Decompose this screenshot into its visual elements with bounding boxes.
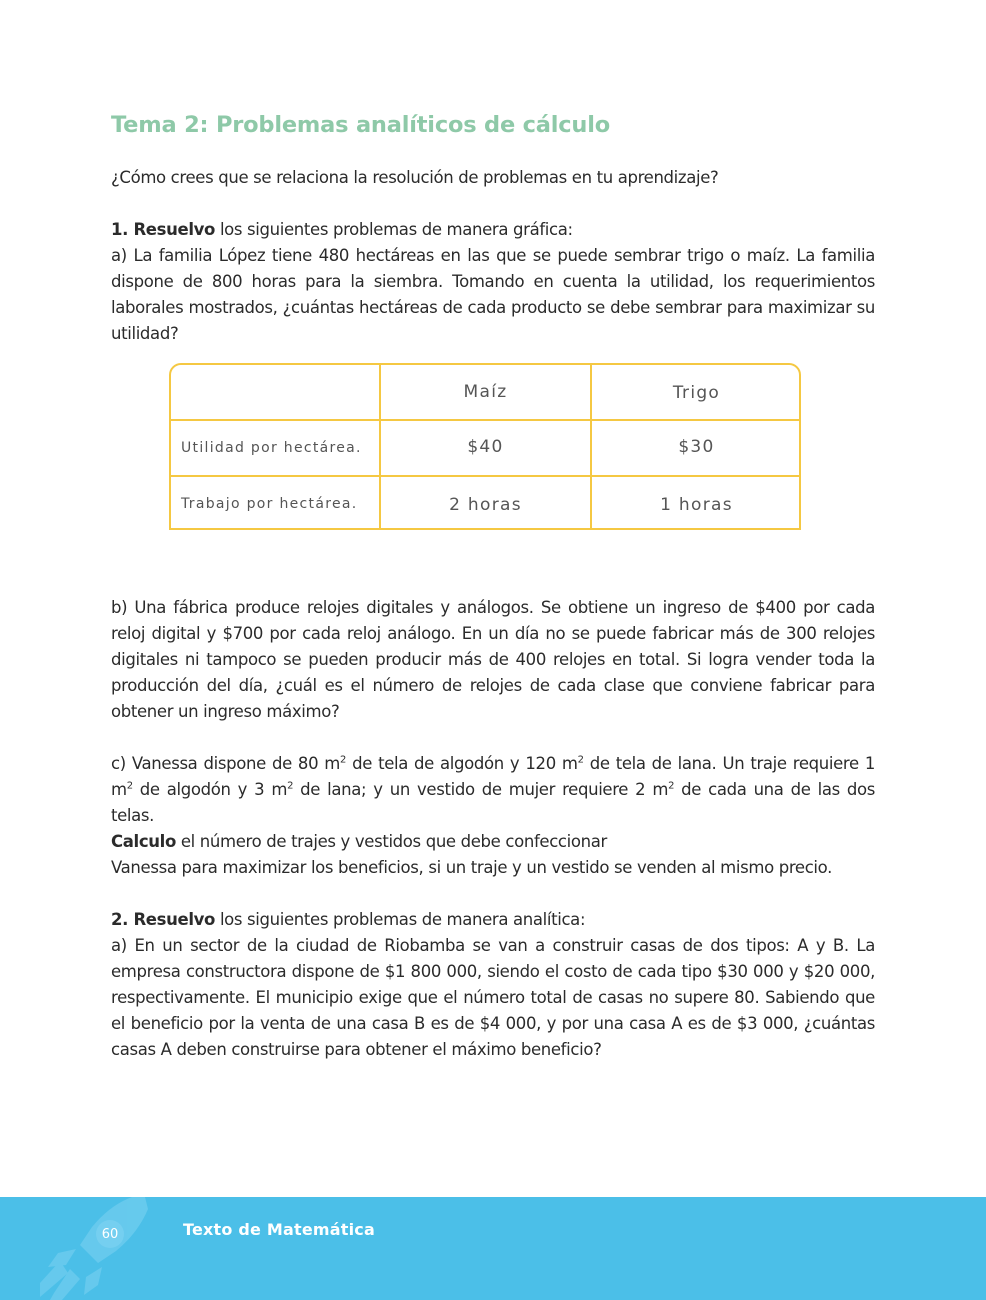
- section1-lead-rest: los siguientes problemas de manera gráfica:: [215, 220, 573, 239]
- table-row-label-trabajo: Trabajo por hectárea.: [181, 495, 358, 512]
- rocket-icon: [40, 1197, 170, 1300]
- table-cell-utilidad-maiz: $40: [467, 437, 504, 457]
- table-header-maiz: Maíz: [463, 382, 508, 402]
- problem-2a: a) En un sector de la ciudad de Riobamba se van a construir casas de dos tipos: A y B. La empresa constructora dispone de $1 800 000, siendo el costo de cada tipo $30 000 y $20 000, respectivamente. El municipio exige que el número total de casas no supere 80. Sabiendo que el beneficio por la venta de una casa B es de $4 000, y por una casa A es de $3 000, ¿cuántas casas A deben construirse para obtener el máximo beneficio?: [111, 936, 875, 1059]
- calculo-line1: Calculo el número de trajes y vestidos que debe confeccionar: [111, 832, 607, 851]
- table-row-label-utilidad: Utilidad por hectárea.: [181, 440, 362, 456]
- intro-question: ¿Cómo crees que se relaciona la resolución de problemas en tu aprendizaje?: [111, 168, 719, 187]
- calculo-bold: Calculo: [111, 832, 176, 851]
- page-footer: [0, 1197, 986, 1300]
- section2-lead-bold: 2. Resuelvo: [111, 910, 216, 929]
- table-cell-trabajo-trigo: 1 horas: [660, 494, 733, 515]
- section2-lead: [111, 907, 875, 933]
- page-title: Tema 2: Problemas analíticos de cálculo: [111, 112, 610, 138]
- calculo-line2: Vanessa para maximizar los beneficios, si un traje y un vestido se venden al mismo precio.: [111, 858, 833, 877]
- problem-1a: a) La familia López tiene 480 hectáreas en las que se puede sembrar trigo o maíz. La familia dispone de 800 horas para la siembra. Tomando en cuenta la utilidad, los requerimientos laborales mostrados, ¿cuántas hectáreas de cada producto se debe sembrar para maximizar su utilidad?: [111, 246, 875, 343]
- table-cell-trabajo-maiz: 2 horas: [449, 494, 522, 515]
- problem-1c: c) Vanessa dispone de 80 $m^2$ de tela de algodón y 120 $m^2$ de tela de lana. Un traje requiere 1 $m^2$ de algodón y 3 $m^2$ de lana; y un vestido de mujer requiere 2 $m^2$ de cada una de las dos telas.: [111, 754, 875, 825]
- footer-book-title: Texto de Matemática: [183, 1220, 375, 1239]
- problem-1b: b) Una fábrica produce relojes digitales y análogos. Se obtiene un ingreso de $400 por cada reloj digital y $700 por cada reloj análogo. En un día no se puede fabricar más de 300 relojes digitales ni tampoco se pueden producir más de 400 relojes en total. Si logra vender toda la producción del día, ¿cuál es el número de relojes de cada clase que conviene fabricar para obtener un ingreso máximo?: [111, 598, 875, 721]
- table-cell-utilidad-trigo: $30: [678, 437, 715, 457]
- crop-table: [169, 363, 801, 530]
- section1-lead-bold: 1. Resuelvo: [111, 220, 216, 239]
- table-header-trigo: Trigo: [672, 383, 721, 403]
- section2-lead-rest: los siguientes problemas de manera analítica:: [215, 910, 586, 929]
- section1-lead: [111, 217, 875, 243]
- page-number: 60: [96, 1220, 124, 1248]
